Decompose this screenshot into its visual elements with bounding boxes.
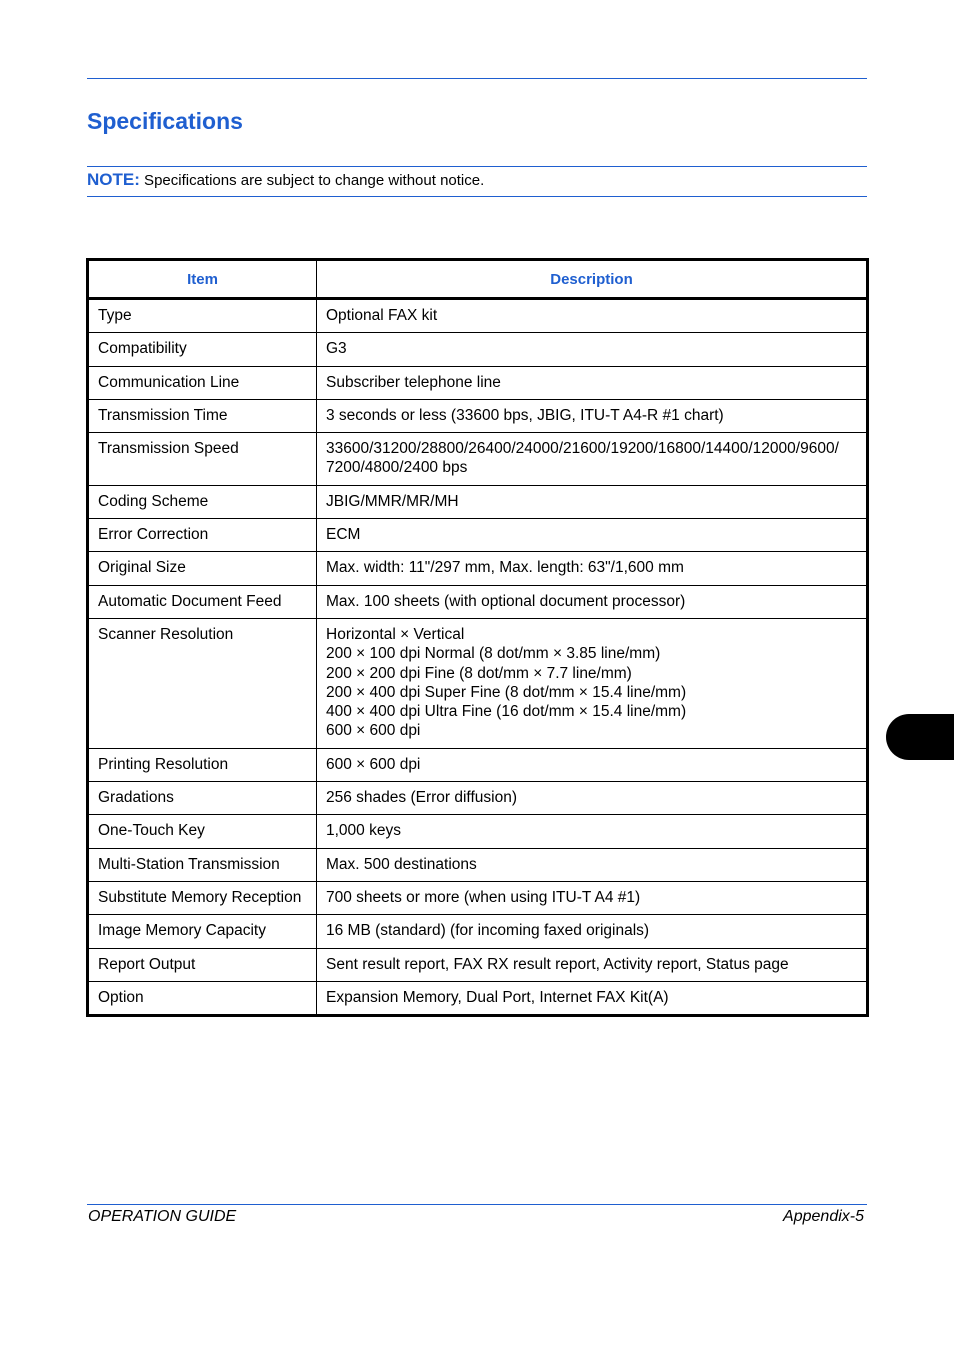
table-row xyxy=(88,485,868,518)
spec-item: Substitute Memory Reception xyxy=(88,881,317,914)
header-rule xyxy=(87,78,867,79)
spec-description xyxy=(317,333,868,366)
spec-description-line: JBIG/MMR/MR/MH xyxy=(326,492,459,510)
spec-item: Type xyxy=(88,299,317,333)
note-rule-bottom xyxy=(87,196,867,197)
spec-description xyxy=(317,915,868,948)
table-row xyxy=(88,915,868,948)
spec-item: Transmission Time xyxy=(88,399,317,432)
spec-item: Gradations xyxy=(88,782,317,815)
spec-description-line: Expansion Memory, Dual Port, Internet FAX Kit(A) xyxy=(326,988,669,1006)
note xyxy=(87,170,484,191)
table-body xyxy=(88,299,868,1016)
spec-description xyxy=(317,782,868,815)
table-row xyxy=(88,948,868,981)
spec-item: One-Touch Key xyxy=(88,815,317,848)
spec-description xyxy=(317,366,868,399)
spec-description-line: 600 × 600 dpi xyxy=(326,722,421,740)
spec-item: Automatic Document Feed xyxy=(88,585,317,618)
table-row xyxy=(88,333,868,366)
spec-description xyxy=(317,748,868,781)
table-row xyxy=(88,618,868,748)
spec-item: Scanner Resolution xyxy=(88,618,317,748)
spec-description xyxy=(317,618,868,748)
spec-item: Printing Resolution xyxy=(88,748,317,781)
spec-description-line: G3 xyxy=(326,340,347,358)
table-row xyxy=(88,981,868,1015)
spec-description-line: Optional FAX kit xyxy=(326,307,438,324)
spec-item: Image Memory Capacity xyxy=(88,915,317,948)
spec-description-line: Sent result report, FAX RX result report, Activity report, Status page xyxy=(326,955,789,973)
spec-description-line: Max. 500 destinations xyxy=(326,855,477,873)
footer-rule xyxy=(87,1204,867,1205)
note-text: Specifications are subject to change without notice. xyxy=(139,172,485,189)
chapter-tab-marker xyxy=(886,714,954,760)
spec-description-line: 7200/4800/2400 bps xyxy=(326,459,468,477)
table-row xyxy=(88,399,868,432)
footer-guide-name: OPERATION GUIDE xyxy=(88,1208,237,1225)
spec-item: Communication Line xyxy=(88,366,317,399)
table-row xyxy=(88,299,868,333)
spec-description xyxy=(317,585,868,618)
table-row xyxy=(88,433,868,486)
spec-description xyxy=(317,519,868,552)
spec-description-line: 200 × 200 dpi Fine (8 dot/mm × 7.7 line/mm) xyxy=(326,664,632,682)
spec-description-line: 33600/31200/28800/26400/24000/21600/19200/16800/14400/12000/9600/ xyxy=(326,440,839,458)
spec-description xyxy=(317,981,868,1015)
spec-description xyxy=(317,552,868,585)
table-row xyxy=(88,815,868,848)
spec-description-line: 16 MB (standard) (for incoming faxed originals) xyxy=(326,922,650,940)
spec-item: Compatibility xyxy=(88,333,317,366)
note-label: NOTE: xyxy=(87,170,140,189)
spec-description xyxy=(317,948,868,981)
spec-description-line: 1,000 keys xyxy=(326,822,401,840)
table-row xyxy=(88,848,868,881)
spec-description-line: Horizontal × Vertical xyxy=(326,625,465,643)
note-rule-top xyxy=(87,166,867,167)
spec-description-line: 200 × 100 dpi Normal (8 dot/mm × 3.85 line/mm) xyxy=(326,645,661,663)
spec-item: Error Correction xyxy=(88,519,317,552)
spec-description xyxy=(317,815,868,848)
table-row xyxy=(88,552,868,585)
spec-description-line: 256 shades (Error diffusion) xyxy=(326,789,517,807)
column-header-description: Description xyxy=(317,260,868,299)
table-row xyxy=(88,881,868,914)
column-header-item: Item xyxy=(88,260,317,299)
spec-item: Transmission Speed xyxy=(88,433,317,486)
spec-description xyxy=(317,433,868,486)
spec-description-line: Subscriber telephone line xyxy=(326,373,501,391)
spec-item: Original Size xyxy=(88,552,317,585)
spec-description-line: Max. width: 11"/297 mm, Max. length: 63"/1,600 mm xyxy=(326,559,684,577)
table-header-row xyxy=(88,260,868,299)
page-title: Specifications xyxy=(87,108,243,134)
spec-description-line: Max. 100 sheets (with optional document processor) xyxy=(326,592,686,610)
spec-description xyxy=(317,848,868,881)
table-row xyxy=(88,782,868,815)
spec-description-line: 3 seconds or less (33600 bps, JBIG, ITU-T A4-R #1 chart) xyxy=(326,406,724,424)
spec-description xyxy=(317,881,868,914)
spec-description-line: 600 × 600 dpi xyxy=(326,755,421,773)
spec-item: Option xyxy=(88,981,317,1015)
spec-item: Coding Scheme xyxy=(88,485,317,518)
specifications-table xyxy=(86,258,869,1017)
table-row xyxy=(88,748,868,781)
table-row xyxy=(88,519,868,552)
spec-description-line: 400 × 400 dpi Ultra Fine (16 dot/mm × 15.4 line/mm) xyxy=(326,703,687,721)
footer-page-number: Appendix-5 xyxy=(783,1208,864,1225)
spec-item: Multi-Station Transmission xyxy=(88,848,317,881)
spec-description-line: 200 × 400 dpi Super Fine (8 dot/mm × 15.4 line/mm) xyxy=(326,683,687,701)
spec-description xyxy=(317,399,868,432)
spec-description xyxy=(317,299,868,333)
spec-description-line: ECM xyxy=(326,526,361,544)
spec-item: Report Output xyxy=(88,948,317,981)
spec-description-line: 700 sheets or more (when using ITU-T A4 #1) xyxy=(326,888,641,906)
spec-description xyxy=(317,485,868,518)
table-row xyxy=(88,366,868,399)
table-row xyxy=(88,585,868,618)
